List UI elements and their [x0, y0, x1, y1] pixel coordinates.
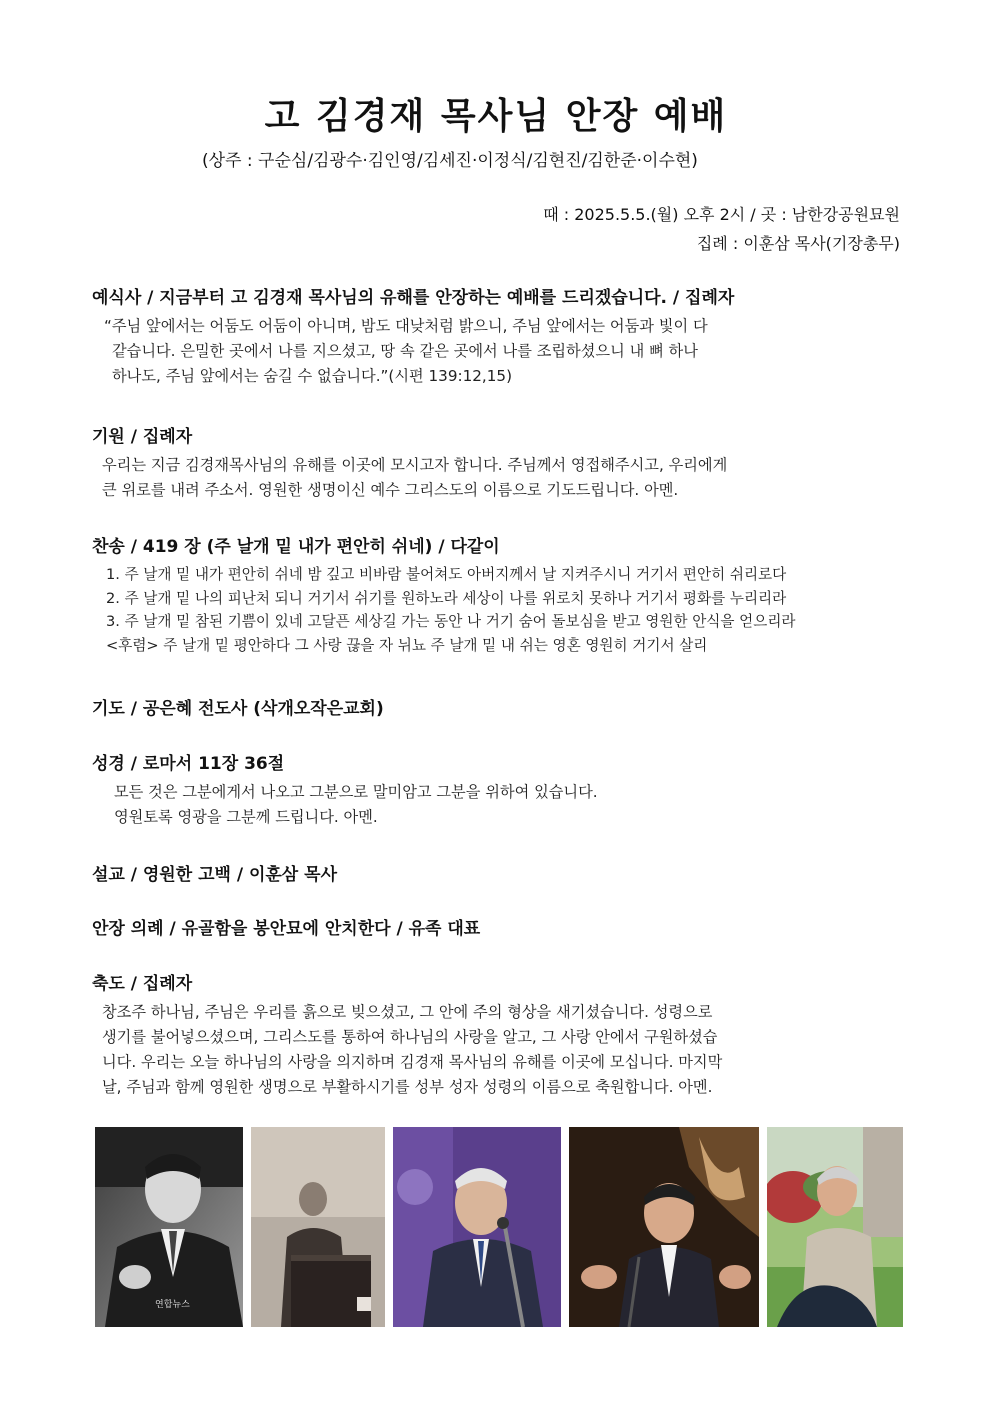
portrait-photo-3 — [393, 1127, 561, 1327]
section-heading: 축도 / 집례자 — [92, 974, 193, 994]
photo-strip — [95, 1127, 903, 1327]
section-heading: 예식사 / 지금부터 고 김경재 목사님의 유해를 안장하는 예배를 드리겠습니다. / 집례자 — [92, 288, 735, 308]
section-line: 창조주 하나님, 주님은 우리를 흙으로 빚으셨고, 그 안에 주의 형상을 새기셨습니다. 성령으로 — [102, 1003, 713, 1021]
section-prayer — [92, 694, 912, 725]
section-line: 니다. 우리는 오늘 하나님의 사랑을 의지하며 김경재 목사님의 유해를 이곳에 모십니다. 마지막 — [102, 1053, 723, 1071]
portrait-photo-1 — [95, 1127, 243, 1327]
page-title: 고 김경재 목사님 안장 예배 — [264, 96, 728, 137]
hymn-verse-1: 1. 주 날개 밑 내가 편안히 쉬네 밤 깊고 비바람 불어쳐도 아버지께서 날 지켜주시니 거기서 편안히 쉬리로다 — [106, 566, 787, 583]
section-sermon — [92, 860, 912, 891]
section-line: 모든 것은 그분에게서 나오고 그분으로 말미암고 그분을 위하여 있습니다. — [114, 783, 598, 801]
section-line: 날, 주님과 함께 영원한 생명으로 부활하시기를 성부 성자 성령의 이름으로 축원합니다. 아멘. — [102, 1078, 713, 1096]
section-heading: 성경 / 로마서 11장 36절 — [92, 754, 285, 774]
section-line: “주님 앞에서는 어둠도 어둠이 아니며, 밤도 대낮처럼 밝으니, 주님 앞에서는 어둠과 빛이 다 — [104, 317, 708, 335]
hymn-verse-3: 3. 주 날개 밑 참된 기쁨이 있네 고달픈 세상길 가는 동안 나 거기 숨어 돌보심을 받고 영원한 안식을 얻으리라 — [106, 613, 796, 630]
portrait-photo-4 — [569, 1127, 759, 1327]
watermark: 연합뉴스 — [155, 1300, 190, 1310]
section-line: 생기를 불어넣으셨으며, 그리스도를 통하여 하나님의 사랑을 알고, 그 사랑 안에서 구원하셨습 — [102, 1028, 718, 1046]
portrait-photo-2 — [251, 1127, 385, 1327]
section-line: 영원토록 영광을 그분께 드립니다. 아멘. — [114, 808, 378, 826]
section-benediction — [92, 969, 912, 1100]
section-scripture — [92, 749, 912, 830]
hymn-verse-2: 2. 주 날개 밑 나의 피난처 되니 거기서 쉬기를 원하노라 세상이 나를 위로치 못하나 거기서 평화를 누리리라 — [106, 589, 787, 607]
section-heading: 안장 의례 / 유골함을 봉안묘에 안치한다 / 유족 대표 — [92, 919, 481, 939]
chief-mourners: (상주 : 구순심/김광수·김인영/김세진·이정식/김현진/김한준·이수현) — [202, 151, 698, 171]
service-time-place: 때 : 2025.5.5.(월) 오후 2시 / 곳 : 남한강공원묘원 — [543, 205, 900, 224]
section-heading: 설교 / 영원한 고백 / 이훈삼 목사 — [92, 865, 337, 885]
section-burial-rite — [92, 914, 912, 945]
section-line: 하나도, 주님 앞에서는 숨길 수 없습니다.”(시편 139:12,15) — [112, 367, 513, 385]
section-line: 우리는 지금 김경재목사님의 유해를 이곳에 모시고자 합니다. 주님께서 영접해주시고, 우리에게 — [102, 456, 728, 474]
portrait-photo-5 — [767, 1127, 903, 1327]
section-opening — [92, 283, 912, 389]
hymn-refrain: <후렴> 주 날개 밑 평안하다 그 사랑 끊을 자 뉘뇨 주 날개 밑 내 쉬는 영혼 영원히 거기서 살리 — [106, 636, 708, 654]
section-heading: 기원 / 집례자 — [92, 427, 193, 447]
section-hymn — [92, 532, 912, 657]
section-line: 큰 위로를 내려 주소서. 영원한 생명이신 예수 그리스도의 이름으로 기도드립니다. 아멘. — [102, 481, 679, 499]
section-heading: 기도 / 공은혜 전도사 (삭개오작은교회) — [92, 699, 384, 719]
section-heading: 찬송 / 419 장 (주 날개 밑 내가 편안히 쉬네) / 다같이 — [92, 537, 500, 557]
section-line: 같습니다. 은밀한 곳에서 나를 지으셨고, 땅 속 같은 곳에서 나를 조립하셨으니 내 뼈 하나 — [112, 342, 698, 360]
section-invocation — [92, 422, 912, 503]
officiant: 집례 : 이훈삼 목사(기장총무) — [696, 234, 900, 253]
